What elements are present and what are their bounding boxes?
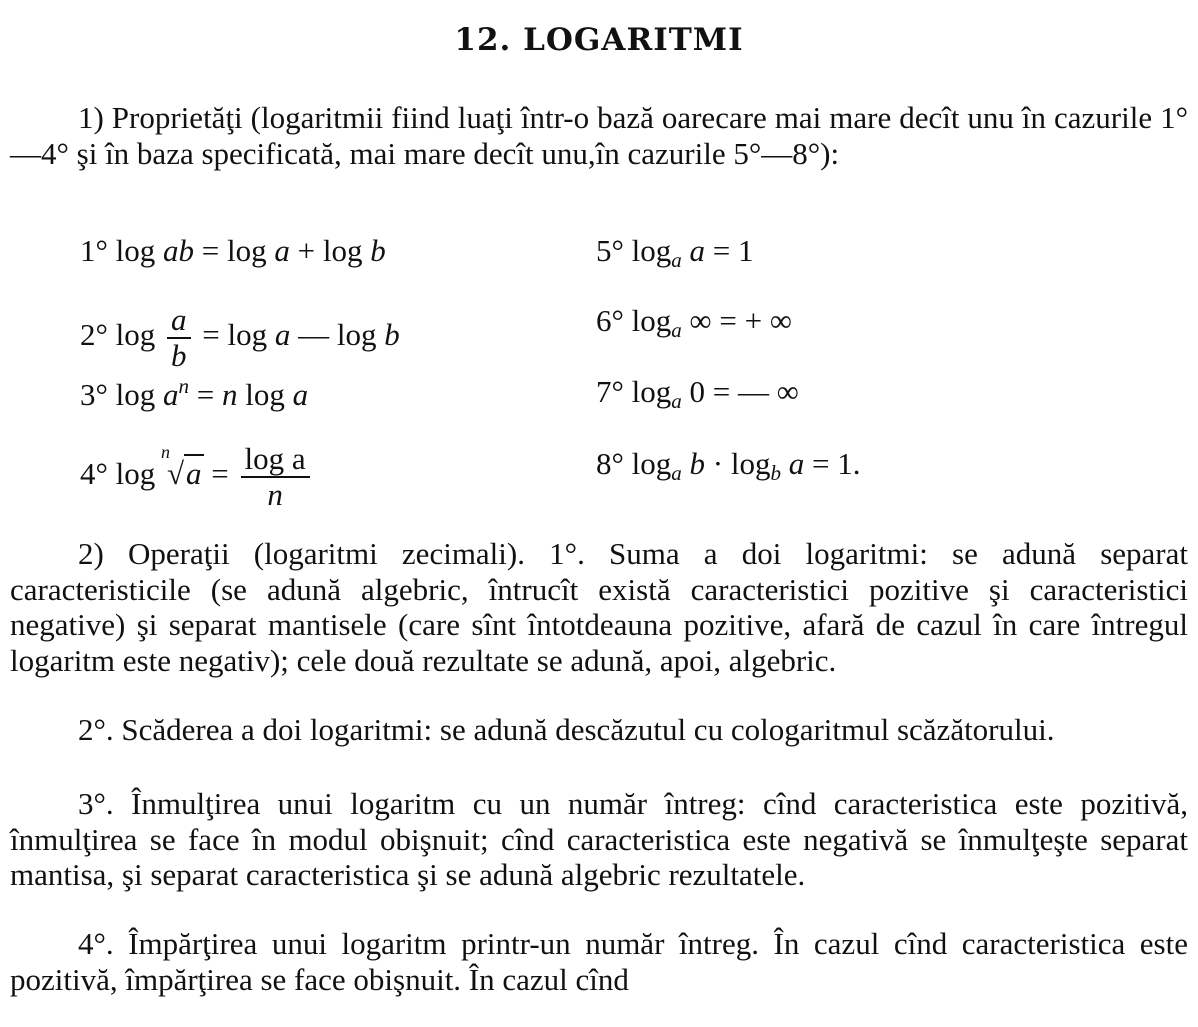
fraction-denominator: b bbox=[167, 337, 191, 373]
operations-multiplication bbox=[10, 786, 1188, 893]
log-base: a bbox=[671, 248, 682, 272]
root-index: n bbox=[161, 442, 171, 463]
formula-4: 4° log n √a = $\frac{\text{log a}}{n}$ bbox=[80, 442, 314, 512]
nth-root: n √a bbox=[161, 442, 202, 492]
log-base: a bbox=[671, 389, 682, 413]
formula-2: 2° log $\frac{a}{b}$ = log a — log b bbox=[80, 302, 400, 373]
formula-5: 5° $\log_a a = 1$ bbox=[596, 233, 754, 272]
operations-sum-text: 2) Operaţii (logaritmi zecimali). 1°. Suma a doi logaritmi: se adună separat caracteristicile (se adună algebric, întrucît există caracteristici pozitive şi caracteristici negative) şi separat mantisele (care sînt întotdeauna pozitive, afară de cazul în care întregul logaritm este negativ); cele două rezultate se adună, apoi, algebric. bbox=[10, 536, 1188, 678]
fraction-numerator: log a bbox=[244, 441, 306, 476]
log-base: a bbox=[671, 318, 682, 342]
formula-4-label: 4° bbox=[80, 456, 108, 492]
fraction-a-over-b bbox=[167, 303, 191, 373]
formula-8-label: 8° bbox=[596, 446, 624, 481]
formula-6-label: 6° bbox=[596, 303, 624, 338]
formula-4-fn: log bbox=[115, 456, 156, 492]
operations-subtraction-text: 2°. Scăderea a doi logaritmi: se adună descăzutul cu cologaritmul scăzătorului. bbox=[78, 712, 1055, 747]
formula-3-label: 3° bbox=[80, 377, 108, 412]
operations-multiplication-text: 3°. Înmulţirea unui logaritm cu un număr întreg: cînd caracteristica este pozitivă, înmulţirea se face în modul obişnuit; cînd caracteristica este negativă se înmulţeşte separat mantisa, şi separat caracteristica şi se adună algebric rezultatele. bbox=[10, 786, 1188, 892]
fraction-log-a-over-n bbox=[241, 442, 310, 512]
properties-intro bbox=[10, 100, 1188, 171]
operations-division bbox=[10, 926, 1188, 997]
fraction-numerator: a bbox=[171, 302, 187, 337]
operations-subtraction bbox=[10, 712, 1188, 748]
operations-sum bbox=[10, 536, 1188, 678]
properties-intro-text: 1) Proprietăţi (logaritmii fiind luaţi într-o bază oarecare mai mare decît unu în cazurile 1°—4° şi în baza specificată, mai mare decît unu,în cazurile 5°—8°): bbox=[10, 100, 1188, 171]
formula-7-label: 7° bbox=[596, 374, 624, 409]
formula-2-label: 2° bbox=[80, 317, 108, 353]
log-base: b bbox=[770, 461, 781, 485]
formula-2-fn: log bbox=[115, 317, 156, 353]
page-title: 12. LOGARITMI bbox=[454, 22, 744, 58]
formula-3: 3° $\log a^n = n$ log a bbox=[80, 374, 309, 412]
formula-1: 1° log ab = log a + log b bbox=[80, 233, 386, 268]
formula-5-label: 5° bbox=[596, 233, 624, 268]
formula-7: 7° $\log_a 0$ = — ∞ bbox=[596, 374, 799, 413]
operations-division-text: 4°. Împărţirea unui logaritm printr-un număr întreg. În cazul cînd caracteristica este pozitivă, împărţirea se face obişnuit. În cazul cînd bbox=[10, 926, 1188, 997]
fraction-denominator: n bbox=[241, 476, 310, 512]
formula-1-label: 1° bbox=[80, 233, 108, 268]
formula-8: 8° $\log_a b \cdot \log_b a = 1$. bbox=[596, 446, 861, 485]
radicand: a bbox=[186, 456, 202, 492]
formula-6: 6° $\log_a$ ∞ = + ∞ bbox=[596, 303, 792, 342]
log-base: a bbox=[671, 461, 682, 485]
